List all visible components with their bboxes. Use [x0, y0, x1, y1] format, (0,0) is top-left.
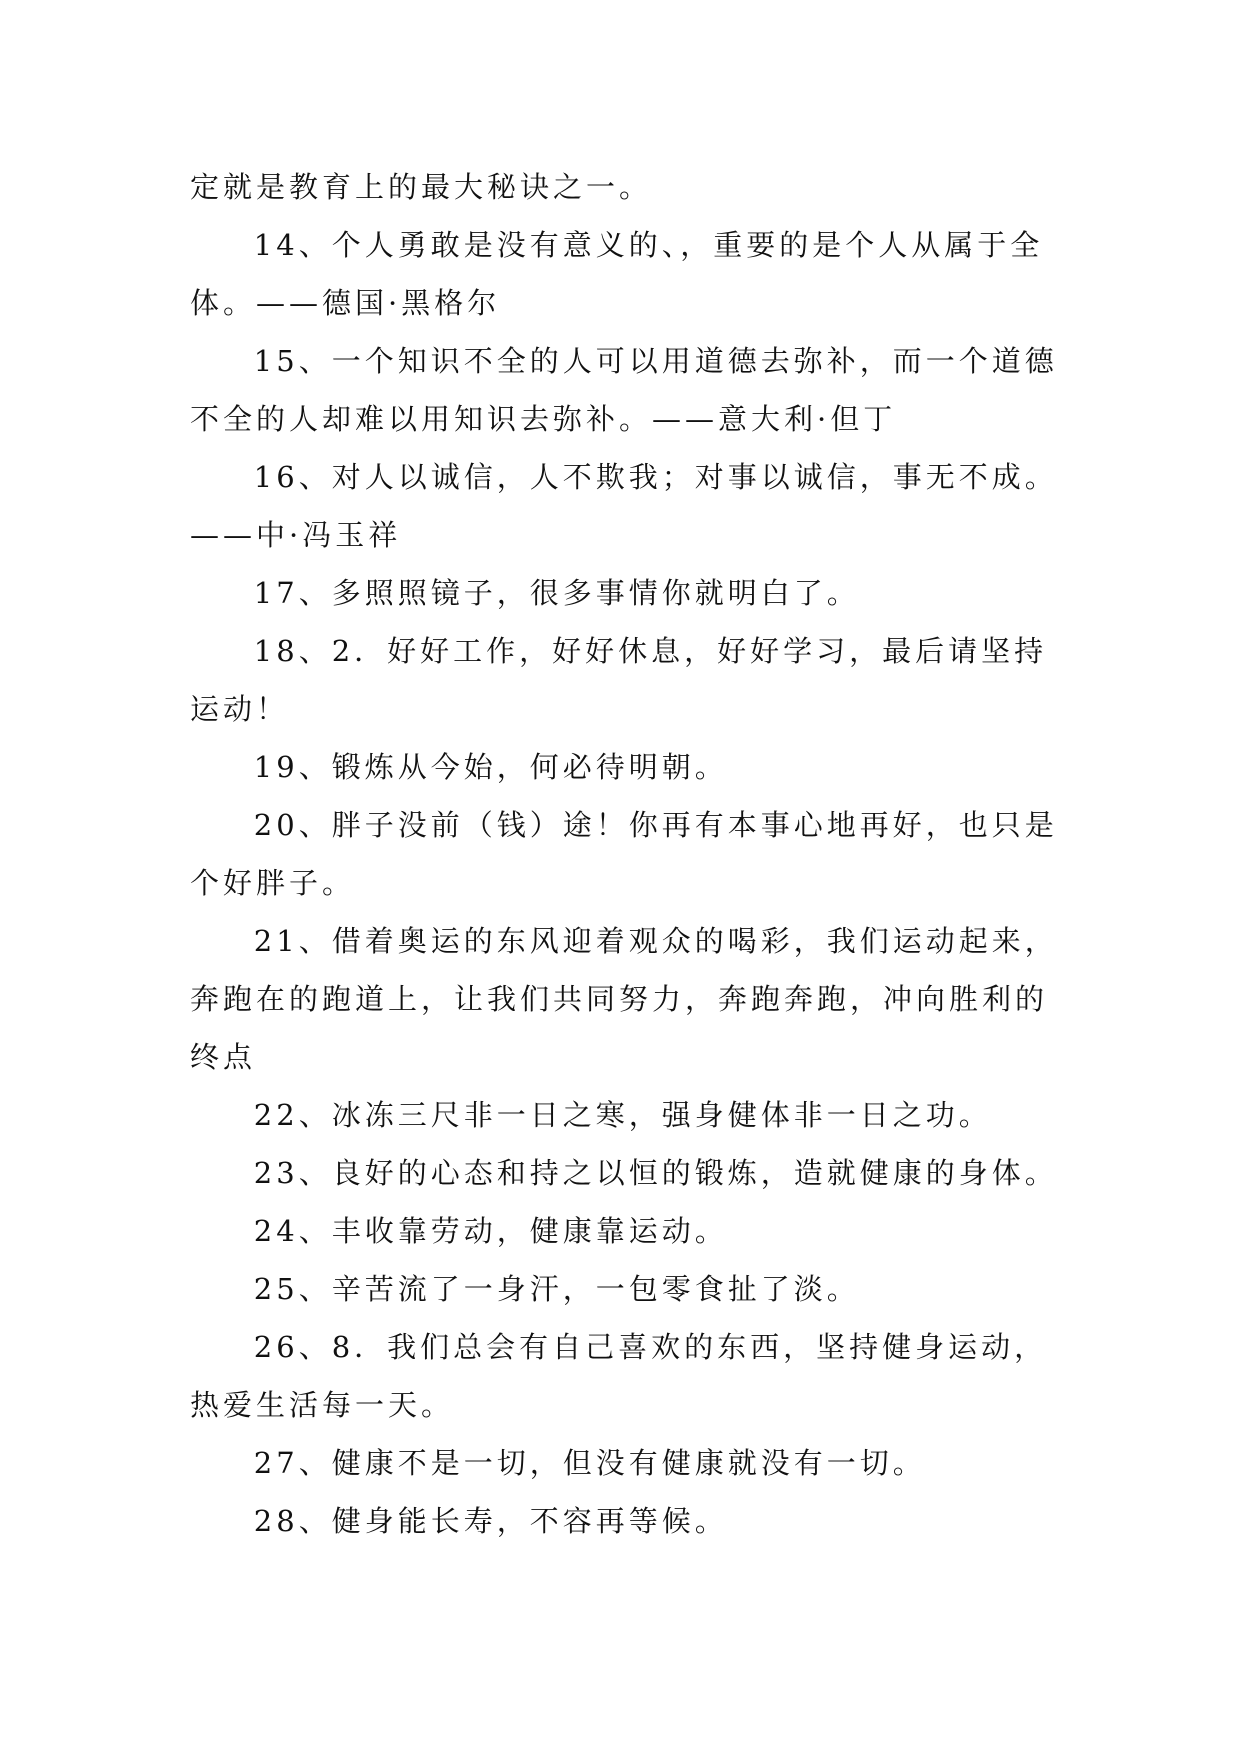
paragraph-quote-15: 15、一个知识不全的人可以用道德去弥补，而一个道德不全的人却难以用知识去弥补。——意大利·但丁: [190, 344, 1058, 436]
paragraph-quote-18: 18、2．好好工作，好好休息，好好学习，最后请坚持运动！: [190, 634, 1048, 726]
paragraph-quote-17: 17、多照照镜子，很多事情你就明白了。: [253, 576, 860, 610]
paragraph-quote-25: 25、辛苦流了一身汗，一包零食扯了淡。: [253, 1272, 860, 1306]
paragraph-quote-23: 23、良好的心态和持之以恒的锻炼，造就健康的身体。: [253, 1156, 1058, 1190]
paragraph-quote-22: 22、冰冻三尺非一日之寒，强身健体非一日之功。: [253, 1098, 992, 1132]
document-body: [190, 158, 1070, 1550]
paragraph-quote-21: 21、借着奥运的东风迎着观众的喝彩，我们运动起来，奔跑在的跑道上，让我们共同努力，奔跑奔跑，冲向胜利的终点: [190, 924, 1058, 1074]
paragraph-quote-28: 28、健身能长寿，不容再等候。: [253, 1504, 728, 1538]
paragraph-quote-27: 27、健康不是一切，但没有健康就没有一切。: [253, 1446, 926, 1480]
paragraph-continuation: 定就是教育上的最大秘诀之一。: [190, 170, 653, 204]
paragraph-quote-24: 24、丰收靠劳动，健康靠运动。: [253, 1214, 728, 1248]
paragraph-quote-19: 19、锻炼从今始，何必待明朝。: [253, 750, 728, 784]
paragraph-quote-26: 26、8．我们总会有自己喜欢的东西，坚持健身运动，热爱生活每一天。: [190, 1330, 1048, 1422]
paragraph-quote-16: 16、对人以诚信，人不欺我；对事以诚信，事无不成。——中·冯玉祥: [190, 460, 1058, 552]
paragraph-quote-20: 20、胖子没前（钱）途！你再有本事心地再好，也只是个好胖子。: [190, 808, 1058, 900]
paragraph-quote-14: 14、个人勇敢是没有意义的、，重要的是个人从属于全体。——德国·黑格尔: [190, 228, 1044, 320]
